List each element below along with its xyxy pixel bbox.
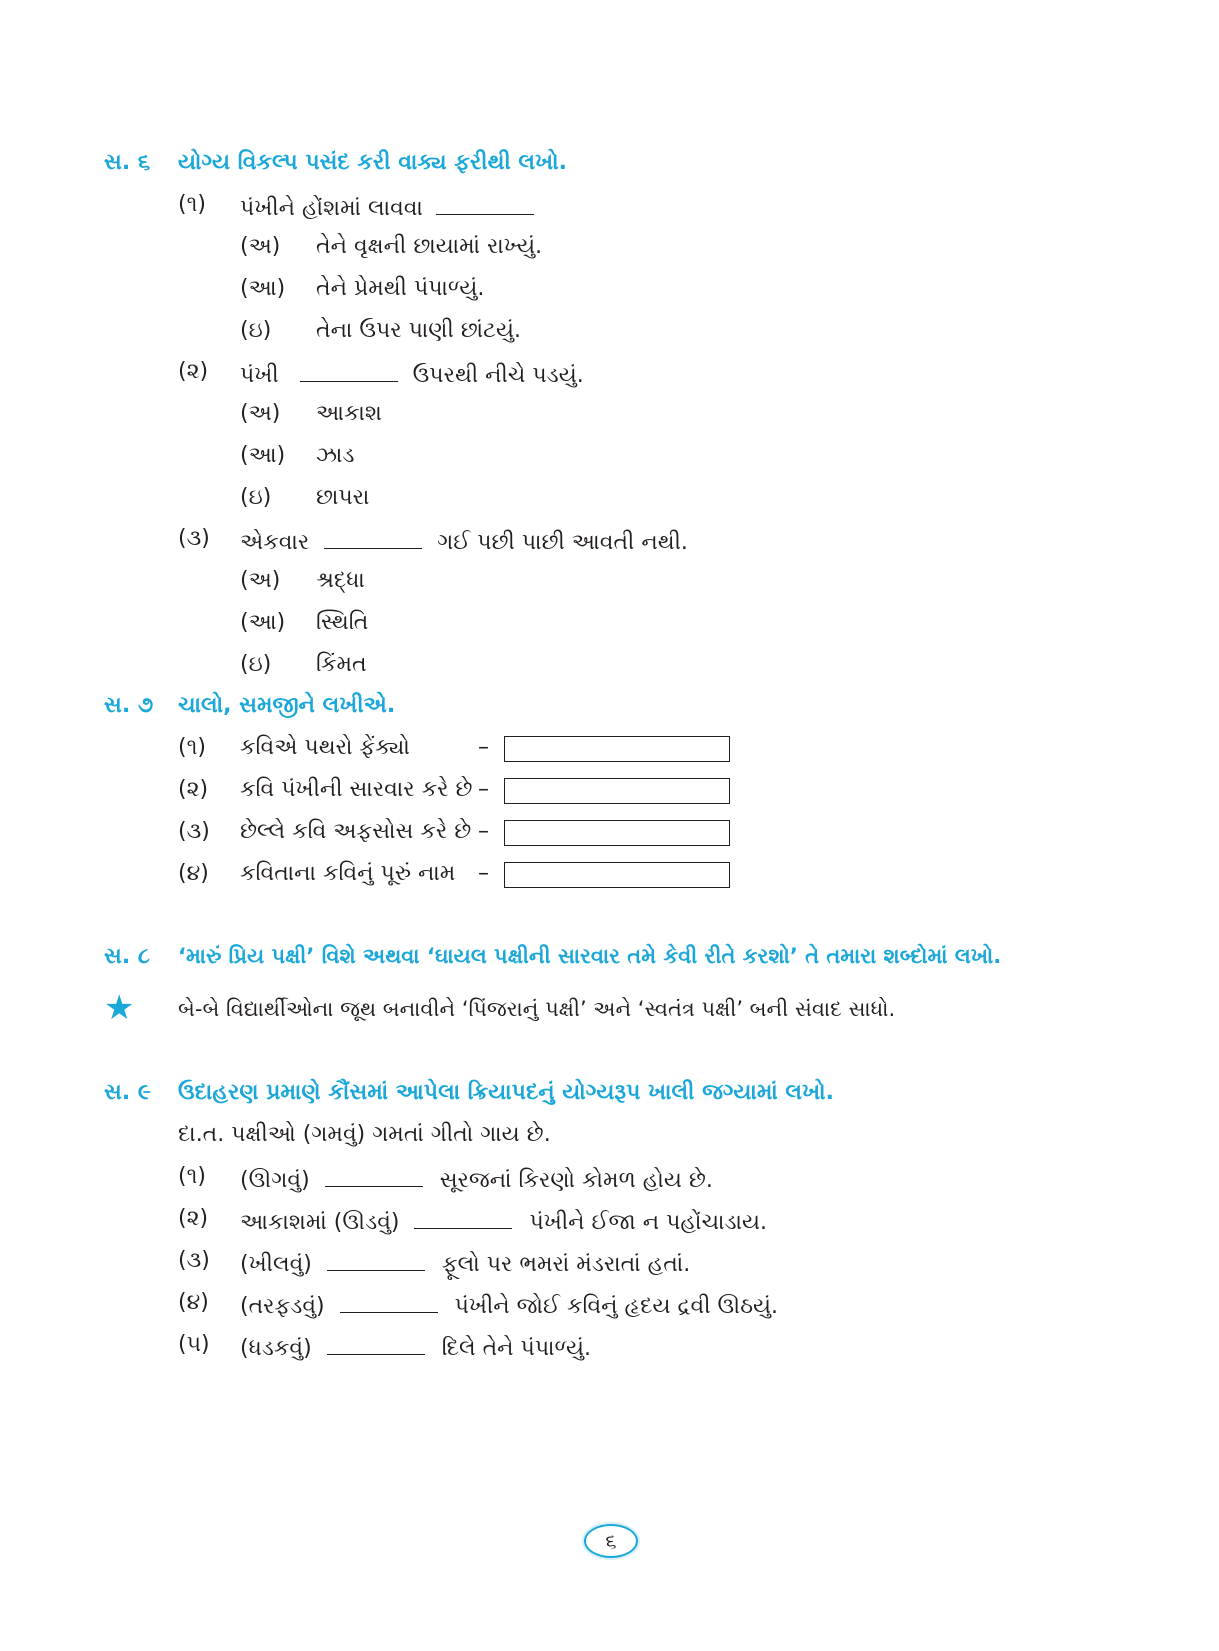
q9-item1-post: સૂરજનાં કિરણો કોમળ હોય છે.: [439, 1168, 713, 1193]
q6-item1-opt-c-text: તેના ઉપર પાણી છાંટયું.: [316, 318, 521, 343]
q7-item3-number: (૩): [178, 819, 210, 844]
q6-item2-opt-c-label: (ઇ): [240, 485, 272, 510]
q9-item2-blank: [414, 1206, 512, 1229]
q6-item3-opt-b-label: (આ): [240, 610, 286, 635]
q9-item3-post: ફૂલો પર ભમરાં મંડરાતાં હતાં.: [441, 1252, 691, 1277]
q9-item4-text: [240, 1290, 778, 1319]
q7-item2-dash: –: [478, 777, 489, 802]
q9-item2-number: (૨): [178, 1206, 209, 1231]
q6-item2-opt-c-text: છાપરા: [316, 485, 370, 510]
q6-item1-number: (૧): [178, 192, 206, 217]
q6-item1-opt-c-label: (ઇ): [240, 318, 272, 343]
q6-item2-number: (૨): [178, 359, 209, 384]
q9-item2-text: [240, 1206, 767, 1235]
q7-item4-text: કવિતાના કવિનું પૂરું નામ: [240, 861, 456, 886]
q6-item2-pre: પંખી: [240, 363, 279, 388]
q6-item1-text: [240, 192, 534, 221]
q7-item3-dash: –: [478, 819, 489, 844]
q6-label: સ. ૬: [104, 150, 151, 175]
q7-item1-number: (૧): [178, 735, 206, 760]
q9-item1-blank: [325, 1164, 423, 1187]
q7-item3-answer-box[interactable]: [504, 820, 730, 846]
q6-item3-text: [240, 526, 688, 555]
q6-item3-number: (૩): [178, 526, 210, 551]
q9-label: સ. ૯: [104, 1080, 151, 1105]
q7-item4-answer-box[interactable]: [504, 862, 730, 888]
q9-item4-post: પંખીને જોઈ કવિનું હૃદય દ્રવી ઊઠયું.: [454, 1294, 779, 1319]
q7-item4-number: (૪): [178, 861, 209, 886]
q7-item1-text: કવિએ પથરો ફેંક્યો: [240, 735, 410, 760]
q6-item3-pre: એકવાર: [240, 530, 310, 555]
q9-item2-pre: આકાશમાં (ઊડવું): [240, 1210, 400, 1235]
q9-item3-pre: (ખીલવું): [240, 1252, 312, 1277]
q9-item2-post: પંખીને ઈજા ન પહોંચાડાય.: [529, 1210, 767, 1235]
q6-item1-opt-a-text: તેને વૃક્ષની છાયામાં રાખ્યું.: [316, 234, 543, 259]
q9-item3-blank: [327, 1248, 425, 1271]
q6-item2-opt-b-text: ઝાડ: [316, 443, 355, 468]
q9-item3-number: (૩): [178, 1248, 210, 1273]
q7-item2-text: કવિ પંખીની સારવાર કરે છે: [240, 777, 473, 802]
q9-title: ઉદાહરણ પ્રમાણે કૌંસમાં આપેલા ક્રિયાપદનું યોગ્યરૂપ ખાલી જગ્યામાં લખો.: [178, 1080, 834, 1105]
q6-item2-opt-a-text: આકાશ: [316, 401, 382, 426]
q7-item4-dash: –: [478, 861, 489, 886]
q6-item3-opt-b-text: સ્થિતિ: [316, 610, 369, 635]
q6-item2-text: [240, 359, 584, 388]
q7-label: સ. ૭: [104, 693, 154, 718]
q9-item5-blank: [327, 1332, 425, 1355]
q9-item5-text: [240, 1332, 591, 1361]
activity-text: બે-બે વિદ્યાર્થીઓના જૂથ બનાવીને ‘પિંજરાનું પક્ષી’ અને ‘સ્વતંત્ર પક્ષી’ બની સંવાદ સાધો.: [178, 997, 896, 1021]
q6-item2-opt-a-label: (અ): [240, 401, 281, 426]
q9-item1-pre: (ઊગવું): [240, 1168, 310, 1193]
q6-item3-opt-a-text: શ્રદ્ધા: [316, 568, 365, 593]
q6-item1-pre: પંખીને હોંશમાં લાવવા: [240, 196, 423, 221]
q7-title: ચાલો, સમજીને લખીએ.: [178, 693, 396, 718]
q9-item3-text: [240, 1248, 690, 1277]
q6-item1-opt-b-text: તેને પ્રેમથી પંપાળ્યું.: [316, 276, 485, 301]
q6-item1-opt-b-label: (આ): [240, 276, 286, 301]
q6-item3-opt-c-text: કિંમત: [316, 652, 367, 677]
q6-item3-opt-a-label: (અ): [240, 568, 281, 593]
q6-item3-blank: [324, 526, 422, 549]
q6-item1-opt-a-label: (અ): [240, 234, 281, 259]
q9-item4-number: (૪): [178, 1290, 209, 1315]
q9-item1-text: [240, 1164, 713, 1193]
q7-item2-number: (૨): [178, 777, 209, 802]
q9-item5-number: (૫): [178, 1332, 210, 1357]
q7-item2-answer-box[interactable]: [504, 778, 730, 804]
q8-label: સ. ૮: [104, 944, 150, 969]
q9-item5-pre: (ધડકવું): [240, 1336, 312, 1361]
q9-item4-blank: [340, 1290, 438, 1313]
q9-item4-pre: (તરફડવું): [240, 1294, 325, 1319]
q9-item1-number: (૧): [178, 1164, 206, 1189]
q8-title: ‘મારું પ્રિય પક્ષી’ વિશે અથવા ‘ઘાયલ પક્ષીની સારવાર તમે કેવી રીતે કરશો’ તે તમારા શબ્દોમાં લખો.: [178, 944, 1002, 968]
q7-item1-dash: –: [478, 735, 489, 760]
q7-item3-text: છેલ્લે કવિ અફસોસ કરે છે: [240, 819, 472, 844]
q9-item5-post: દિલે તેને પંપાળ્યું.: [441, 1336, 592, 1361]
page-number: ૬: [584, 1524, 638, 1558]
q9-example: દા.ત. પક્ષીઓ (ગમવું) ગમતાં ગીતો ગાય છે.: [178, 1122, 551, 1147]
q6-item2-opt-b-label: (આ): [240, 443, 286, 468]
q6-title: યોગ્ય વિકલ્પ પસંદ કરી વાક્ય ફરીથી લખો.: [178, 150, 567, 175]
q6-item2-post: ઉપરથી નીચે પડયું.: [412, 363, 584, 388]
q6-item3-post: ગઈ પછી પાછી આવતી નથી.: [437, 530, 688, 555]
star-icon: ★: [104, 988, 135, 1028]
q7-item1-answer-box[interactable]: [504, 736, 730, 762]
q6-item2-blank: [300, 359, 398, 382]
q6-item3-opt-c-label: (ઇ): [240, 652, 272, 677]
q6-item1-blank: [436, 192, 534, 215]
